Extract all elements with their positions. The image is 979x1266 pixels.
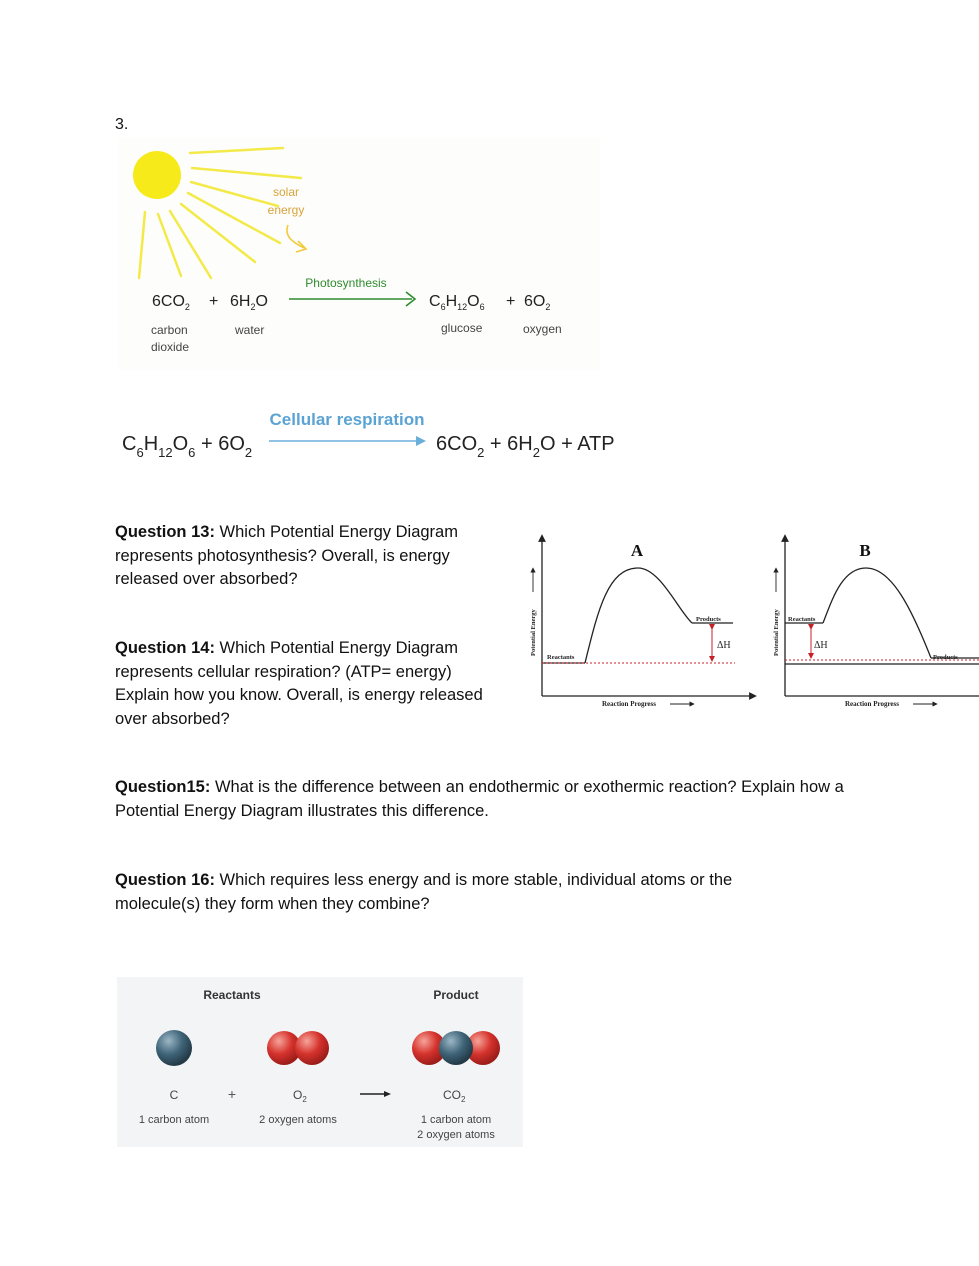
label-carbon: carbon [151,323,188,337]
question-16 [115,869,805,916]
diagram-a-delta-label: ΔH [717,640,731,651]
o2-description: 2 oxygen atoms [259,1114,337,1126]
photosynthesis-illustration [118,138,600,370]
diagram-a-reactants-label: Reactants [547,654,575,661]
sun-icon [133,151,181,199]
diagram-b-title: B [859,541,871,560]
diagram-b-products-label: Products [933,654,958,661]
carbon-symbol: C [169,1088,179,1102]
product-o2: $6O_2$ [524,293,551,312]
solar-label: solar [272,185,300,199]
respiration-products: $6CO_2 + 6H_2O$ + ATP [436,433,615,460]
question-14 [115,637,487,731]
diagram-b-x-label: Reaction Progress [845,700,899,708]
diagram-a-x-label: Reaction Progress [602,700,656,708]
label-water: water [235,323,265,337]
diagram-a-title: A [630,541,644,560]
energy-label: energy [267,203,305,217]
plus-sign: + [209,293,219,310]
molecule-figure [117,977,523,1147]
question-16-label: Question 16: [115,871,215,889]
photosynthesis-label: Photosynthesis [305,276,387,290]
question-15 [115,776,860,823]
label-glucose: glucose [441,321,483,335]
co2-formula: $CO_2$ [443,1088,466,1104]
question-15-label: Question15: [115,778,211,796]
question-14-label: Question 14: [115,639,215,657]
reactant-h2o: $6H_2O$ [230,293,268,312]
energy-diagrams [520,530,979,715]
respiration-arrowhead [416,436,426,446]
diagram-a-curve [585,568,692,663]
photosynthesis-figure [118,138,600,370]
carbon-atom-icon [156,1030,192,1066]
reactant-co2: $6CO_2$ [152,293,190,312]
question-14-text: Which Potential Energy Diagram represents cellular respiration? (ATP= energy) Explain how you know. Overall, is energy released over absorbed? [115,639,483,728]
reactants-header: Reactants [203,988,261,1002]
item-number: 3. [115,116,129,133]
question-13 [115,521,487,592]
diagram-b [773,538,979,708]
co2-description-2: 2 oxygen atoms [417,1129,495,1141]
respiration-equation [115,405,655,475]
diagram-b-reactants-label: Reactants [788,616,816,623]
diagram-a-y-label: Potential Energy [530,609,537,656]
question-15-text: What is the difference between an endothermic or exothermic reaction? Explain how a Potential Energy Diagram illustrates this difference. [115,778,844,820]
label-dioxide: dioxide [151,340,190,354]
product-header: Product [433,988,479,1002]
oxygen-atom-icon-2 [295,1031,329,1065]
plus-sign-2: + [506,293,516,310]
diagram-a-products-label: Products [696,616,721,623]
respiration-label: Cellular respiration [269,410,425,429]
respiration-reactants: $C_6H_{12}O_6 + 6O_2$ [122,433,253,460]
co2-description-1: 1 carbon atom [420,1114,492,1126]
reaction-arrowhead [384,1091,391,1097]
co2-carbon-icon [439,1031,473,1065]
o2-formula: $O_2$ [293,1088,307,1104]
label-oxygen: oxygen [523,322,562,336]
diagram-b-curve [823,568,931,658]
carbon-description: 1 carbon atom [138,1114,210,1126]
diagram-b-y-label: Potential Energy [773,609,780,656]
product-glucose: $C_6H_{12}O_6$ [429,293,485,312]
diagram-a [530,538,753,708]
diagram-b-delta-label: ΔH [814,640,828,651]
question-16-text: Which requires less energy and is more stable, individual atoms or the molecule(s) they form when they combine? [115,871,733,913]
question-13-text: Which Potential Energy Diagram represents photosynthesis? Overall, is energy released over absorbed? [115,523,458,588]
plus-sign: + [227,1086,237,1102]
question-13-label: Question 13: [115,523,215,541]
